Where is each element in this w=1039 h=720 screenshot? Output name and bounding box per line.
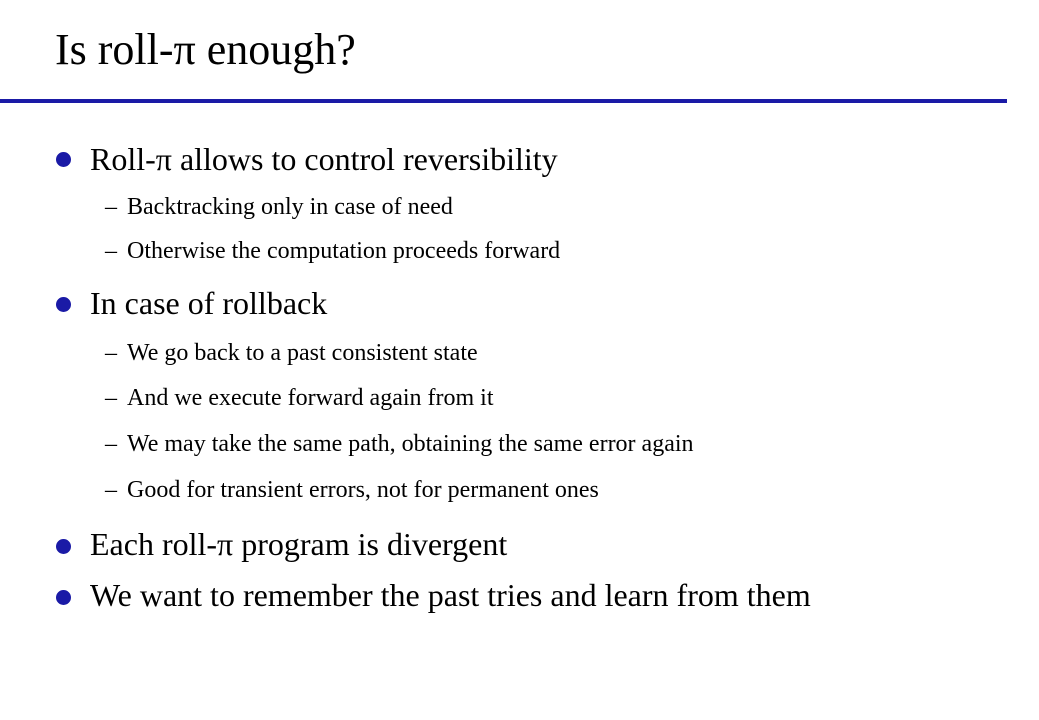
bullet-dot-icon [56, 590, 71, 605]
bullet-dot-icon [56, 152, 71, 167]
dash-marker: – [105, 431, 117, 457]
bullet-item: Roll-π allows to control reversibility [90, 141, 558, 177]
sub-item-text: And we execute forward again from it [127, 385, 494, 411]
sub-item-text: Backtracking only in case of need [127, 194, 453, 220]
sub-item-text: Otherwise the computation proceeds forward [127, 238, 561, 264]
title-divider [0, 99, 1007, 103]
sub-item [105, 384, 494, 412]
bullet-item: In case of rollback [90, 285, 328, 321]
dash-marker: – [105, 477, 117, 503]
sub-item [105, 430, 694, 458]
bullet-dot-icon [56, 297, 71, 312]
slide-title: Is roll-π enough? [55, 25, 356, 74]
sub-item-text: We go back to a past consistent state [127, 340, 478, 366]
dash-marker: – [105, 385, 117, 411]
bullet-item: Each roll-π program is divergent [90, 526, 508, 562]
dash-marker: – [105, 194, 117, 220]
sub-item [105, 193, 453, 221]
sub-item [105, 476, 599, 504]
sub-item [105, 339, 478, 367]
dash-marker: – [105, 238, 117, 264]
dash-marker: – [105, 340, 117, 366]
sub-item [105, 237, 560, 265]
sub-item-text: We may take the same path, obtaining the same error again [127, 431, 694, 457]
bullet-dot-icon [56, 539, 71, 554]
sub-item-text: Good for transient errors, not for permanent ones [127, 477, 599, 503]
bullet-item: We want to remember the past tries and learn from them [90, 577, 811, 613]
